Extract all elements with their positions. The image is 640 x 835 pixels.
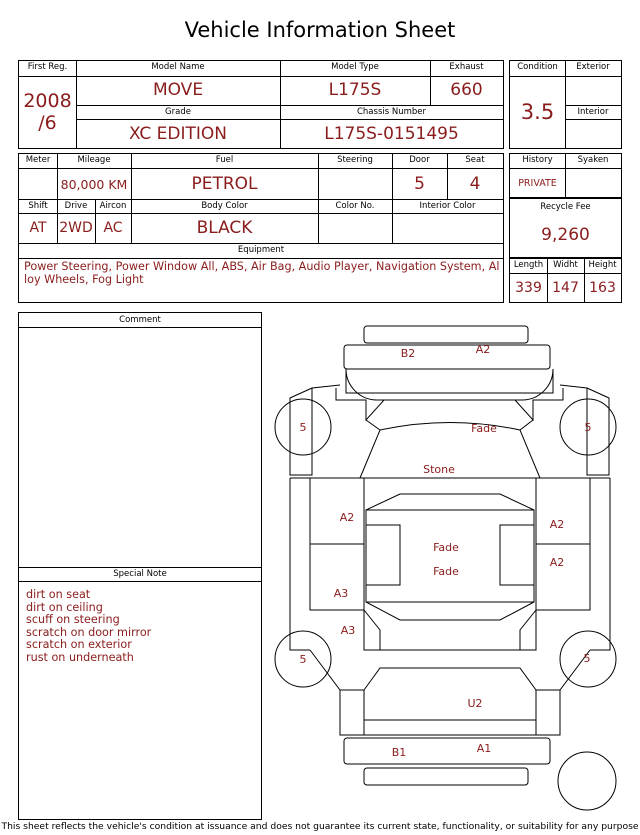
history-box xyxy=(509,153,622,198)
footer-disclaimer: This sheet reflects the vehicle's condition at issuance and does not guarantee its current state, functionality, or suitability for any purpose xyxy=(1,821,639,832)
shift-value: AT xyxy=(29,220,47,236)
dimensions-box xyxy=(509,258,622,303)
first-reg-month: /6 xyxy=(38,112,57,134)
condition-box xyxy=(509,60,622,149)
condition-score: 3.5 xyxy=(520,100,555,124)
aircon-label: Aircon xyxy=(99,201,127,211)
mark-a3-left-2: A3 xyxy=(340,624,356,637)
equipment-label: Equipment xyxy=(237,245,285,255)
comment-label: Comment xyxy=(119,315,161,325)
mark-a3-left-1: A3 xyxy=(333,587,349,600)
spare-tire xyxy=(558,752,616,810)
mileage-label: Mileage xyxy=(77,155,111,165)
mark-a2-right-1: A2 xyxy=(549,518,565,531)
special-notes-list xyxy=(26,589,256,664)
mark-u2: U2 xyxy=(467,697,483,710)
mark-fade-hood: Fade xyxy=(471,422,497,435)
model-name-label: Model Name xyxy=(151,62,205,72)
equipment-value: Power Steering, Power Window All, ABS, Air Bag, Audio Player, Navigation System, Al loy Wheels, Fog Light xyxy=(24,260,500,286)
mark-a2-left: A2 xyxy=(339,511,355,524)
special-note-item: dirt on ceiling xyxy=(26,600,103,614)
height-label: Height xyxy=(588,260,617,270)
special-note-item: scratch on exterior xyxy=(26,638,132,651)
comment-box xyxy=(18,312,262,820)
mark-tire-rear-right: 5 xyxy=(583,652,591,665)
syaken-label: Syaken xyxy=(577,155,609,165)
body-color-label: Body Color xyxy=(201,201,248,211)
exhaust-value: 660 xyxy=(450,80,483,100)
height-value: 163 xyxy=(589,280,616,296)
length-label: Length xyxy=(513,260,544,270)
model-type-label: Model Type xyxy=(331,62,379,72)
color-no-label: Color No. xyxy=(335,201,375,211)
meter-label: Meter xyxy=(25,155,51,165)
aircon-value: AC xyxy=(103,220,123,236)
mark-fade-roof-2: Fade xyxy=(433,565,459,578)
page-title: Vehicle Information Sheet xyxy=(184,18,456,42)
chassis-label: Chassis Number xyxy=(356,107,427,117)
special-note-label: Special Note xyxy=(113,569,167,579)
mark-tire-front-left: 5 xyxy=(299,421,307,434)
mark-stone: Stone xyxy=(423,463,455,476)
width-value: 147 xyxy=(552,280,579,296)
length-value: 339 xyxy=(515,280,542,296)
exhaust-label: Exhaust xyxy=(449,62,484,72)
recycle-fee-label: Recycle Fee xyxy=(540,202,591,212)
shift-label: Shift xyxy=(28,201,48,211)
recycle-fee-box xyxy=(509,198,622,258)
recycle-fee-value: 9,260 xyxy=(541,225,590,245)
fuel-label: Fuel xyxy=(215,155,234,165)
seat-value: 4 xyxy=(469,174,481,194)
mark-a2-right-2: A2 xyxy=(549,556,565,569)
first-reg-label: First Reg. xyxy=(27,62,68,72)
model-type: L175S xyxy=(328,80,382,100)
middle-info-box xyxy=(18,153,504,303)
fuel-value: PETROL xyxy=(191,174,258,194)
first-reg-year: 2008 xyxy=(23,90,72,112)
grade-label: Grade xyxy=(165,107,191,117)
door-value: 5 xyxy=(414,174,425,194)
history-label: History xyxy=(522,155,553,165)
model-name: MOVE xyxy=(152,80,204,100)
special-note-item: rust on underneath xyxy=(26,650,134,664)
mark-tire-rear-left: 5 xyxy=(299,653,307,666)
special-note-item: scuff on steering xyxy=(26,613,120,626)
mark-a1: A1 xyxy=(476,742,492,755)
interior-label: Interior xyxy=(577,107,609,117)
drive-value: 2WD xyxy=(59,220,93,236)
car-damage-diagram xyxy=(268,318,632,820)
top-info-box xyxy=(18,60,504,149)
drive-label: Drive xyxy=(64,201,88,211)
condition-label: Condition xyxy=(517,62,558,72)
seat-label: Seat xyxy=(465,155,485,165)
interior-color-label: Interior Color xyxy=(419,201,476,211)
grade-value: XC EDITION xyxy=(128,124,228,144)
body-color-value: BLACK xyxy=(196,218,253,238)
door-label: Door xyxy=(409,155,430,165)
mark-b2: B2 xyxy=(400,347,416,360)
exterior-label: Exterior xyxy=(576,62,610,72)
mileage-value: 80,000 KM xyxy=(60,177,128,192)
width-label: Widht xyxy=(553,260,578,270)
special-note-item: dirt on seat xyxy=(26,588,91,601)
chassis-value: L175S-0151495 xyxy=(324,124,459,144)
steering-label: Steering xyxy=(337,155,373,165)
mark-tire-front-right: 5 xyxy=(584,421,592,434)
mark-b1: B1 xyxy=(391,746,407,759)
mark-a2-top: A2 xyxy=(475,343,491,356)
history-value: PRIVATE xyxy=(518,178,557,189)
mark-fade-roof-1: Fade xyxy=(433,541,459,554)
special-note-item: scratch on door mirror xyxy=(26,625,152,639)
